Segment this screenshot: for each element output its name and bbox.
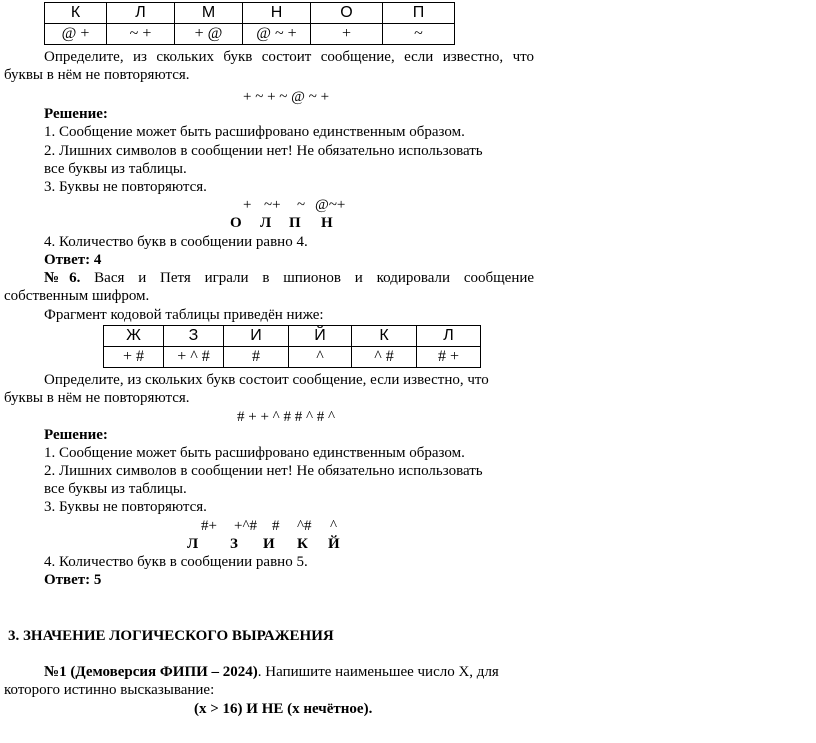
table-header-cell: О — [311, 3, 383, 24]
table-code-cell: ^ — [289, 347, 352, 368]
answer: Ответ: 4 — [44, 252, 102, 268]
table-code-cell: + # — [104, 347, 164, 368]
solution-step: 1. Сообщение может быть расшифровано единственным образом. — [44, 124, 465, 140]
decode-code: + — [243, 197, 252, 213]
table-header-cell: И — [224, 326, 289, 347]
task-statement: которого истинно высказывание: — [4, 682, 215, 698]
table-header-cell: Й — [289, 326, 352, 347]
solution-step: 2. Лишних символов в сообщении нет! Не обязательно использовать — [44, 463, 483, 479]
task-number: №1 (Демоверсия ФИПИ – 2024) — [44, 664, 258, 680]
decode-letter: Й — [328, 536, 340, 552]
task-intro: Фрагмент кодовой таблицы приведён ниже: — [44, 307, 324, 323]
table-code-cell: @ + — [45, 24, 107, 45]
table-header-cell: Ж — [104, 326, 164, 347]
answer: Ответ: 5 — [44, 572, 102, 588]
decode-code: ^ — [330, 518, 338, 534]
table-header-cell: К — [352, 326, 417, 347]
question-text: Определите, из скольких букв состоит сообщение, если известно, что — [44, 49, 534, 65]
decode-letter: Л — [187, 536, 199, 552]
decode-code: ~ — [297, 197, 306, 213]
decode-code: +^# — [234, 518, 257, 534]
table-code-cell: + @ — [175, 24, 243, 45]
table-code-cell: # — [224, 347, 289, 368]
table-header-cell: М — [175, 3, 243, 24]
decode-code: # — [272, 518, 280, 534]
question-text: Определите, из скольких букв состоит сообщение, если известно, что — [44, 372, 489, 388]
table-code-cell: ~ — [383, 24, 455, 45]
table-header-row — [104, 326, 481, 347]
solution-step: 3. Буквы не повторяются. — [44, 499, 207, 515]
table-header-row — [45, 3, 455, 24]
solution-step: все буквы из таблицы. — [44, 161, 187, 177]
decode-letter: П — [289, 215, 301, 231]
encoded-message: + ~ + ~ @ ~ + — [243, 89, 330, 105]
question-text: буквы в нём не повторяются. — [4, 390, 190, 406]
solution-step: все буквы из таблицы. — [44, 481, 187, 497]
decode-letter: З — [230, 536, 238, 552]
table-code-cell: @ ~ + — [243, 24, 311, 45]
decode-code: @~+ — [315, 197, 346, 213]
question-text: буквы в нём не повторяются. — [4, 67, 190, 83]
table-code-cell: ~ + — [107, 24, 175, 45]
decode-code: ^# — [297, 518, 312, 534]
solution-step: 4. Количество букв в сообщении равно 4. — [44, 234, 308, 250]
table-header-cell: К — [45, 3, 107, 24]
decode-letter: Л — [260, 215, 272, 231]
table-code-cell: + ^ # — [164, 347, 224, 368]
table-header-cell: Л — [107, 3, 175, 24]
table-code-cell: # + — [417, 347, 481, 368]
task-intro: собственным шифром. — [4, 288, 150, 304]
solution-step: 1. Сообщение может быть расшифровано единственным образом. — [44, 445, 465, 461]
task-intro: №6. Вася и Петя играли в шпионов и кодировали сообщение — [44, 270, 535, 286]
decode-code: #+ — [201, 518, 217, 534]
table-code-row — [45, 24, 455, 45]
table-code-cell: ^ # — [352, 347, 417, 368]
decode-code: ~+ — [264, 197, 281, 213]
code-table-1 — [44, 2, 455, 45]
table-header-cell: З — [164, 326, 224, 347]
solution-heading: Решение: — [44, 106, 108, 122]
logical-expression: (x > 16) И НЕ (x нечётное). — [194, 701, 373, 717]
task-number: №6. — [44, 270, 81, 286]
solution-step: 4. Количество букв в сообщении равно 5. — [44, 554, 308, 570]
table-header-cell: Н — [243, 3, 311, 24]
solution-heading: Решение: — [44, 427, 108, 443]
table-code-row — [104, 347, 481, 368]
section-heading: 3. ЗНАЧЕНИЕ ЛОГИЧЕСКОГО ВЫРАЖЕНИЯ — [8, 628, 334, 644]
solution-step: 2. Лишних символов в сообщении нет! Не обязательно использовать — [44, 143, 483, 159]
decode-letter: К — [297, 536, 308, 552]
table-header-cell: Л — [417, 326, 481, 347]
code-table-2 — [103, 325, 481, 368]
decode-letter: И — [263, 536, 275, 552]
encoded-message: # + + ^ # # ^ # ^ — [237, 409, 336, 425]
table-code-cell: + — [311, 24, 383, 45]
table-header-cell: П — [383, 3, 455, 24]
decode-letter: Н — [321, 215, 333, 231]
decode-letter: О — [230, 215, 242, 231]
task-statement: №1 (Демоверсия ФИПИ – 2024). Напишите наименьшее число X, для — [44, 664, 499, 680]
solution-step: 3. Буквы не повторяются. — [44, 179, 207, 195]
